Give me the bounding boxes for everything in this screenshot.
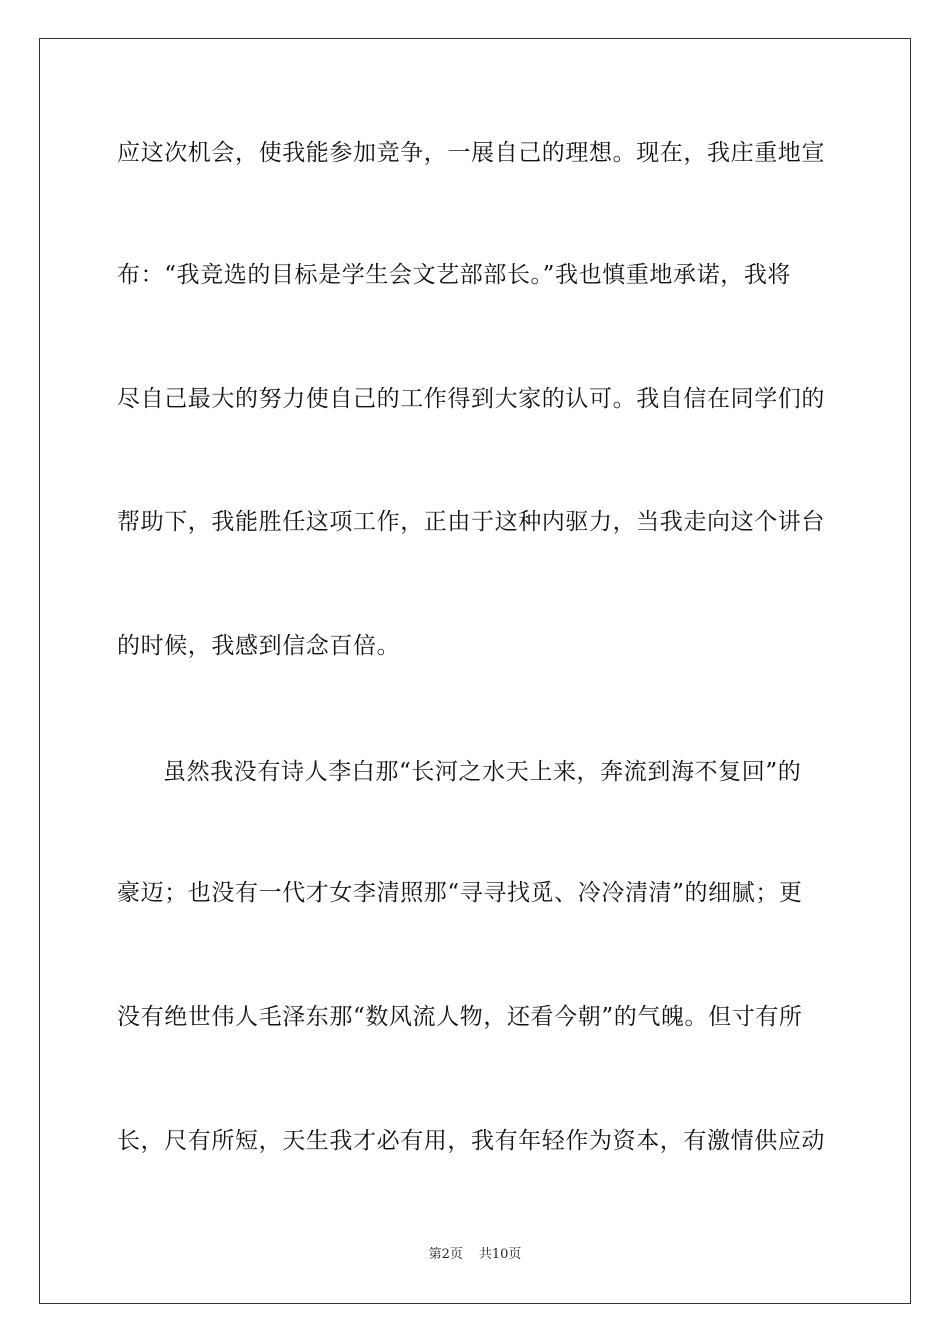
paragraph-line-1: 应这次机会，使我能参加竞争，一展自己的理想。现在，我庄重地宣: [117, 140, 825, 166]
page-footer: [0, 1246, 950, 1264]
paragraph-line-7: 豪迈；也没有一代才女李清照那“寻寻找觅、冷冷清清”的细腻；更: [117, 880, 803, 906]
paragraph-line-2: 布：“我竞选的目标是学生会文艺部部长。”我也慎重地承诺，我将: [117, 262, 792, 288]
paragraph-line-8: 没有绝世伟人毛泽东那“数风流人物，还看今朝”的气魄。但寸有所: [117, 1004, 803, 1030]
page-number: 第2页: [428, 1247, 463, 1262]
paragraph-line-3: 尽自己最大的努力使自己的工作得到大家的认可。我自信在同学们的: [117, 386, 825, 412]
paragraph-line-4: 帮助下，我能胜任这项工作，正由于这种内驱力，当我走向这个讲台: [117, 509, 825, 535]
paragraph-line-6: 虽然我没有诗人李白那“长河之水天上来，奔流到海不复回”的: [163, 759, 802, 785]
page-border: [39, 38, 911, 1304]
page-total: 共10页: [478, 1247, 522, 1262]
paragraph-line-5: 的时候，我感到信念百倍。: [117, 633, 401, 659]
paragraph-line-9: 长，尺有所短，天生我才必有用，我有年轻作为资本，有激情供应动: [117, 1128, 825, 1154]
